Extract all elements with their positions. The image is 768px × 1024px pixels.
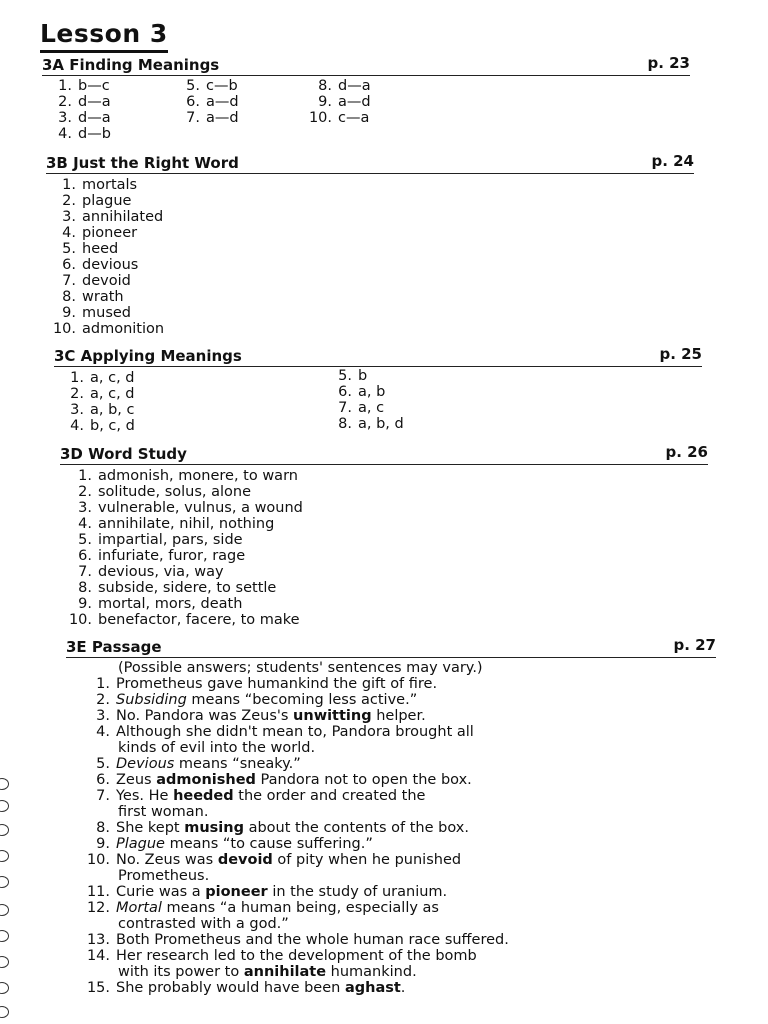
list-item: 7. a, c xyxy=(338,400,385,416)
list-item: 15. She probably would have been aghast. xyxy=(86,980,406,996)
list-item: 11. Curie was a pioneer in the study of uranium. xyxy=(86,884,448,900)
list-item: 5. b xyxy=(338,368,368,384)
list-item: 6. a, b xyxy=(338,384,386,400)
list-item: 7. a—d xyxy=(186,110,239,126)
list-item: 2. a, c, d xyxy=(70,386,135,402)
list-item: 2. plague xyxy=(62,193,132,209)
list-item: 1. a, c, d xyxy=(70,370,135,386)
list-item: 3. No. Pandora was Zeus's unwitting helper. xyxy=(96,708,426,724)
list-item: 1. b—c xyxy=(58,78,110,94)
page-reference: p. 25 xyxy=(659,345,702,363)
list-item: 6. a—d xyxy=(186,94,239,110)
page-reference: p. 27 xyxy=(673,636,716,654)
list-item: 1. Prometheus gave humankind the gift of fire. xyxy=(96,676,438,692)
list-item: 4. annihilate, nihil, nothing xyxy=(78,516,275,532)
list-item: 8. subside, sidere, to settle xyxy=(78,580,277,596)
list-item: 3. d—a xyxy=(58,110,111,126)
list-item: 7. Yes. He heeded the order and created the xyxy=(96,788,426,804)
list-item: 9. mused xyxy=(62,305,131,321)
list-item: 10. c—a xyxy=(308,110,370,126)
section-title: 3E Passage xyxy=(66,638,162,656)
list-item: 5. impartial, pars, side xyxy=(78,532,243,548)
list-item: 2. solitude, solus, alone xyxy=(78,484,252,500)
list-item: 10. benefactor, facere, to make xyxy=(68,612,300,628)
list-item: 6. Zeus admonished Pandora not to open the box. xyxy=(96,772,472,788)
list-item: 8. d—a xyxy=(318,78,371,94)
list-item: 4. d—b xyxy=(58,126,111,142)
lesson-title: Lesson 3 xyxy=(40,18,168,53)
list-item: 8. wrath xyxy=(62,289,124,305)
list-item: 7. devious, via, way xyxy=(78,564,224,580)
list-item: 2. Subsiding means “becoming less active.” xyxy=(96,692,418,708)
list-item: 9. mortal, mors, death xyxy=(78,596,243,612)
list-item: 10. No. Zeus was devoid of pity when he punished xyxy=(86,852,462,868)
list-item: 2. d—a xyxy=(58,94,111,110)
page-reference: p. 24 xyxy=(651,152,694,170)
list-item: 14. Her research led to the development of the bomb xyxy=(86,948,477,964)
list-item: 9. a—d xyxy=(318,94,371,110)
section-title: 3C Applying Meanings xyxy=(54,347,242,365)
list-item-continuation: kinds of evil into the world. xyxy=(118,740,316,756)
list-item: 9. Plague means “to cause suffering.” xyxy=(96,836,373,852)
list-item: 7. devoid xyxy=(62,273,131,289)
list-item: 1. mortals xyxy=(62,177,138,193)
list-item-continuation: Prometheus. xyxy=(118,868,210,884)
list-item: 8. She kept musing about the contents of the box. xyxy=(96,820,469,836)
list-item: 12. Mortal means “a human being, especially as xyxy=(86,900,439,916)
section-title: 3D Word Study xyxy=(60,445,187,463)
list-item: 5. c—b xyxy=(186,78,238,94)
page-reference: p. 26 xyxy=(665,443,708,461)
list-item-continuation: first woman. xyxy=(118,804,209,820)
list-item: 3. vulnerable, vulnus, a wound xyxy=(78,500,303,516)
section-3c xyxy=(54,346,702,433)
list-item: 4. pioneer xyxy=(62,225,138,241)
section-3e xyxy=(66,636,716,996)
list-item-continuation: with its power to annihilate humankind. xyxy=(118,964,417,980)
list-item: 1. admonish, monere, to warn xyxy=(78,468,298,484)
instruction-note: (Possible answers; students' sentences may vary.) xyxy=(118,660,483,676)
list-item: 6. infuriate, furor, rage xyxy=(78,548,246,564)
list-item: 8. a, b, d xyxy=(338,416,404,432)
section-title: 3A Finding Meanings xyxy=(42,56,220,74)
list-item: 3. annihilated xyxy=(62,209,164,225)
list-item: 5. heed xyxy=(62,241,119,257)
list-item: 3. a, b, c xyxy=(70,402,135,418)
list-item: 4. b, c, d xyxy=(70,418,135,434)
section-3a xyxy=(42,55,690,142)
section-3b xyxy=(46,152,694,337)
section-title: 3B Just the Right Word xyxy=(46,154,239,172)
list-item: 5. Devious means “sneaky.” xyxy=(96,756,301,772)
list-item: 4. Although she didn't mean to, Pandora brought all xyxy=(96,724,474,740)
section-3d xyxy=(60,443,708,628)
list-item: 13. Both Prometheus and the whole human race suffered. xyxy=(86,932,509,948)
page-reference: p. 23 xyxy=(647,54,690,72)
list-item: 10. admonition xyxy=(52,321,165,337)
list-item: 6. devious xyxy=(62,257,139,273)
list-item-continuation: contrasted with a god.” xyxy=(118,916,289,932)
